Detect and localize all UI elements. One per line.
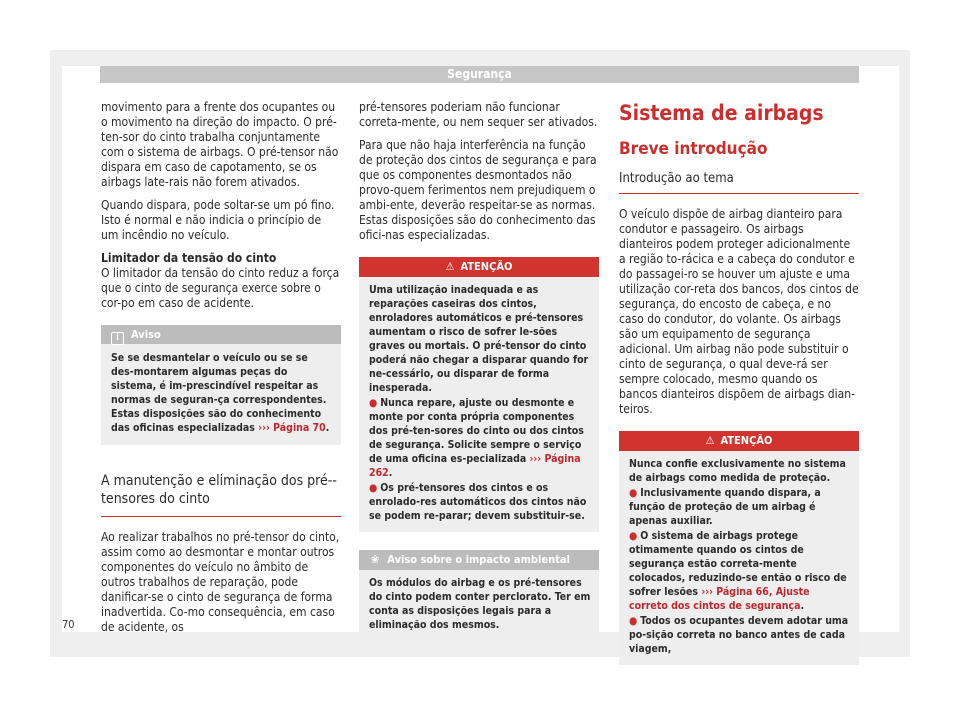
warning-bullet: ● O sistema de airbags protege otimamente quando os cintos de segurança estão correta-mente colocados, reduzindo-se então o risco de sofrer lesões ››› Página 66, Ajuste correto dos cintos de segurança.: [629, 530, 847, 612]
warning-bullet: ● Todos os ocupantes devem adotar uma po-sição correta no banco antes de cada viagem,: [629, 615, 849, 655]
page-link[interactable]: ››› Página 262: [369, 453, 581, 479]
info-note-text: Se se desmantelar o veículo ou se se des-montarem algumas peças do sistema, é im-prescindível respeitar as normas de seguran-ça correspondentes. Estas disposições são do conhecimento das oficinas especializadas: [111, 352, 327, 434]
section-heading: Breve introdução: [619, 139, 768, 159]
punctuation: .: [325, 422, 330, 434]
warning-text: Nunca confie exclusivamente no sistema de airbags como medida de proteção.: [629, 458, 846, 484]
warning-body: [619, 451, 859, 665]
info-note-box: [101, 325, 341, 445]
warning-box: [359, 257, 599, 532]
bullet-icon: ●: [369, 482, 378, 494]
info-note-header: [101, 325, 341, 344]
bullet-icon: ●: [629, 487, 638, 499]
warning-header: [359, 257, 599, 277]
info-icon: i: [111, 332, 124, 345]
warning-header: [619, 431, 859, 451]
warning-text: Uma utilização inadequada e as reparações caseiras dos cintos, enroladores automáticos e pré-tensores aumentam o risco de sofrer le-sões graves ou mortais. O pré-tensor do cinto poderá não chegar a disparar quando for ne-cessário, ou disparar de forma inesperada.: [369, 284, 589, 394]
paragraph: Quando dispara, pode soltar-se um pó fino. Isto é normal e não indicia o princípio de um incêndio no veículo.: [101, 198, 335, 242]
warning-title: ATENÇÃO: [720, 434, 773, 447]
warning-bullet: ● Inclusivamente quando dispara, a função de proteção de um airbag é apenas auxiliar.: [629, 487, 821, 527]
warning-triangle-icon: ⚠: [705, 434, 715, 447]
warning-title: ATENÇÃO: [460, 260, 513, 273]
paragraph: O veículo dispõe de airbag dianteiro para condutor e passageiro. Os airbags dianteiros podem proteger adicionalmente a região to-rácica e a cabeça do condutor e do passagei-ro se houver um ajuste e uma utilização cor-reta dos bancos, dos cintos de segurança, do encosto de cabeça, e no caso do condutor, do volante. Os airbags são um equipamento de segurança adicional. Um airbag não pode substituir o cinto de segurança, o qual deve-rá ser sempre colocado, mesmo quando os bancos dianteiros dispõem de airbags dian-teiros.: [619, 207, 859, 416]
warning-bullet: ● Os pré-tensores dos cintos e os enrolado-res automáticos dos cintos não se podem re-parar; devem substituir-se.: [369, 482, 587, 522]
environment-note-body: Os módulos do airbag e os pré-tensores do cinto podem conter perclorato. Ter em conta as disposições legais para a eliminação dos mesmos.: [369, 577, 591, 631]
column-left: [101, 100, 341, 643]
subsection-heading: Introdução ao tema: [619, 170, 859, 194]
page-link[interactable]: ››› Página 66, Ajuste correto dos cintos de segurança: [629, 586, 810, 612]
warning-body: [359, 277, 599, 532]
section-title: A manutenção e eliminação dos pré--tensores do cinto: [101, 472, 341, 517]
environment-note-box: [359, 550, 599, 642]
flower-icon: ❀: [371, 553, 380, 566]
bullet-icon: ●: [629, 615, 638, 627]
environment-note-header: [359, 550, 599, 570]
warning-triangle-icon: ⚠: [445, 260, 455, 273]
subheading: Limitador da tensão do cinto: [101, 251, 277, 265]
warning-box: [619, 431, 859, 665]
paragraph: movimento para a frente dos ocupantes ou o movimento na direção do impacto. O pré-ten-sor do cinto trabalha conjuntamente com o sistema de airbags. O pré-tensor não dispara em caso de capotamento, se os airbags late-rais não forem ativados.: [101, 100, 339, 189]
page-number: 70: [62, 618, 75, 631]
column-middle: [359, 100, 599, 642]
page-link[interactable]: ››› Página 70: [258, 422, 326, 434]
bullet-icon: ●: [369, 397, 378, 409]
paragraph: Ao realizar trabalhos no pré-tensor do cinto, assim como ao desmontar e montar outros componentes do veículo no âmbito de outros trabalhos de reparação, pode danificar-se o cinto de segurança de forma inadvertida. Co-mo consequência, em caso de acidente, os: [101, 530, 340, 634]
bullet-icon: ●: [629, 530, 638, 542]
info-note-body: [101, 344, 341, 445]
info-note-title: Aviso: [131, 328, 161, 341]
environment-note-title: Aviso sobre o impacto ambiental: [387, 553, 570, 566]
paragraph: O limitador da tensão do cinto reduz a força que o cinto de segurança exerce sobre o cor-po em caso de acidente.: [101, 266, 340, 310]
column-right: [619, 100, 859, 665]
warning-bullet: ● Nunca repare, ajuste ou desmonte e monte por conta própria componentes dos pré-ten-sores do cinto ou dos cintos de segurança. Solicite sempre o serviço de uma oficina es-pecializada ››› Página 262.: [369, 397, 584, 479]
paragraph: Para que não haja interferência na função de proteção dos cintos de segurança e para que os componentes desmontados não provo-quem ferimentos nem prejudiquem o ambi-ente, deverão respeitar-se as normas. Estas disposições são do conhecimento das ofici-nas especializadas.: [359, 138, 597, 242]
paragraph: pré-tensores poderiam não funcionar correta-mente, ou nem sequer ser ativados.: [359, 100, 598, 129]
chapter-title: Sistema de airbags: [619, 101, 824, 125]
page-header: Segurança: [100, 66, 859, 83]
